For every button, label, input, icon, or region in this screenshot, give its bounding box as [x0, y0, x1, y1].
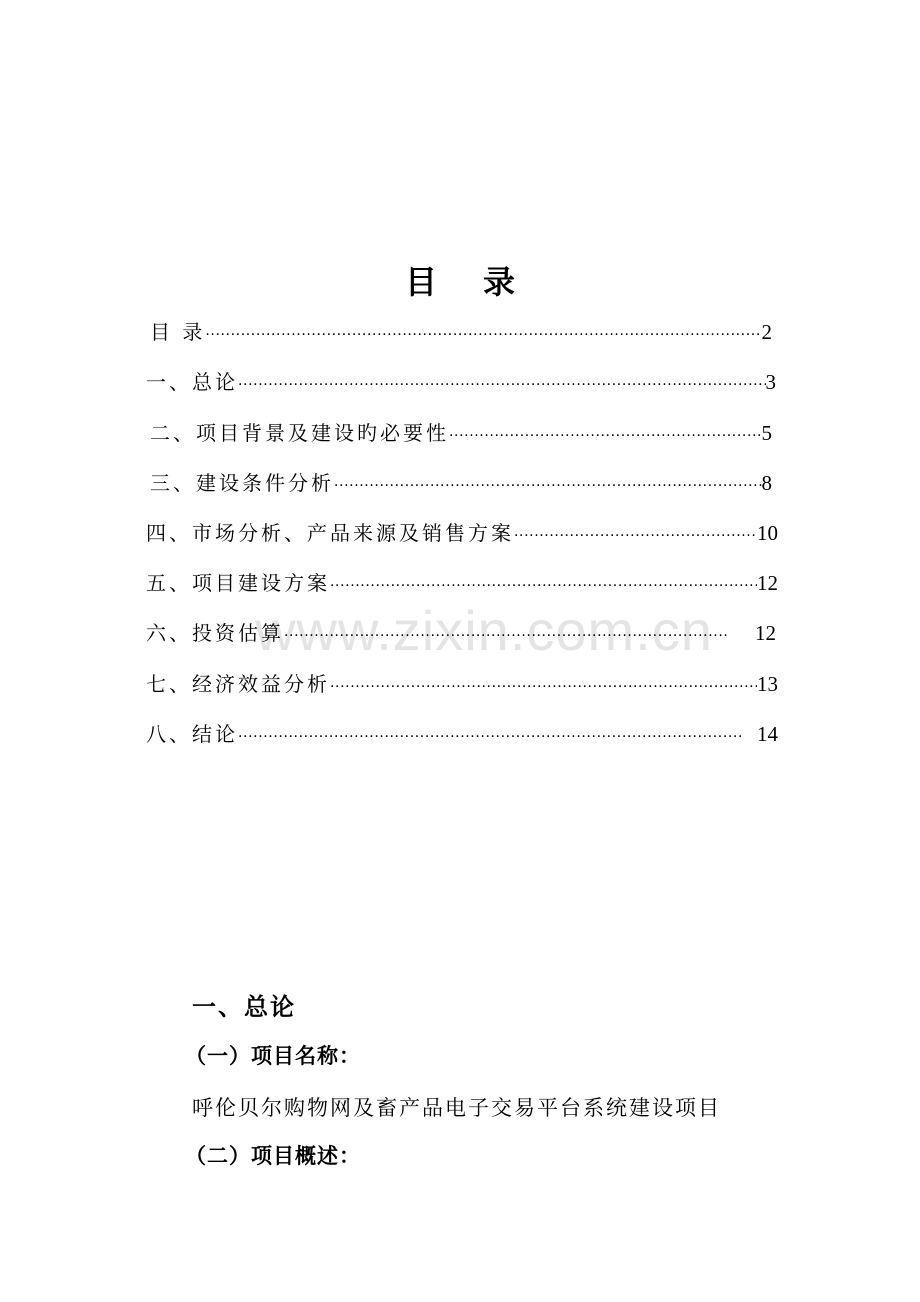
- section-heading: 一、总论: [192, 993, 296, 1021]
- toc-leader: [330, 578, 757, 594]
- toc-title: [0, 257, 920, 303]
- toc-entry[interactable]: [146, 567, 778, 597]
- toc-title-left: 目: [404, 263, 437, 301]
- toc-entry[interactable]: [146, 366, 776, 396]
- toc-entry[interactable]: [150, 417, 772, 447]
- toc-entry[interactable]: [150, 316, 772, 346]
- toc-entry[interactable]: [150, 467, 772, 497]
- subsection-heading-project-overview: （二）项目概述：: [185, 1144, 361, 1168]
- project-name-text: 呼伦贝尔购物网及畜产品电子交易平台系统建设项目: [192, 1096, 721, 1120]
- toc-entry[interactable]: [146, 617, 776, 647]
- toc-entry-label: 四、市场分析、产品来源及销售方案: [146, 521, 514, 545]
- toc-entry[interactable]: [146, 718, 778, 748]
- toc-leader: [238, 729, 743, 745]
- toc-entry[interactable]: [146, 517, 778, 547]
- toc-entry-page: 10: [757, 521, 778, 545]
- toc-leader: [330, 679, 757, 695]
- toc-leader: [449, 428, 762, 444]
- toc-entry-label: 六、投资估算: [146, 621, 284, 645]
- toc-entry-label: 目 录: [150, 320, 206, 344]
- toc-title-right: 录: [483, 263, 516, 301]
- toc-entry-page: 2: [761, 320, 772, 344]
- toc-entry-page: 5: [761, 421, 772, 445]
- toc-entry-label: 五、项目建设方案: [146, 571, 330, 595]
- toc-entry-page: 13: [757, 672, 778, 696]
- toc-leader: [238, 377, 766, 393]
- toc-entry-page: 14: [757, 722, 778, 746]
- watermark: www.zixin.com.cn: [255, 599, 713, 662]
- subsection-heading-project-name: （一）项目名称：: [185, 1044, 361, 1068]
- toc-entry-label: 一、总论: [146, 370, 238, 394]
- toc-entry-page: 12: [757, 571, 778, 595]
- toc-entry-label: 八、结论: [146, 722, 238, 746]
- toc-entry-label: 三、建设条件分析: [150, 471, 334, 495]
- toc-entry-page: 8: [761, 471, 772, 495]
- toc-leader: [284, 628, 727, 644]
- toc-leader: [334, 478, 762, 494]
- toc-leader: [205, 327, 761, 343]
- toc-entry-page: 12: [755, 621, 776, 645]
- toc-entry-page: 3: [765, 370, 776, 394]
- toc-leader: [514, 528, 757, 544]
- toc-entry-label: 七、经济效益分析: [146, 672, 330, 696]
- toc-entry[interactable]: [146, 668, 778, 698]
- toc-entry-label: 二、项目背景及建设旳必要性: [150, 421, 449, 445]
